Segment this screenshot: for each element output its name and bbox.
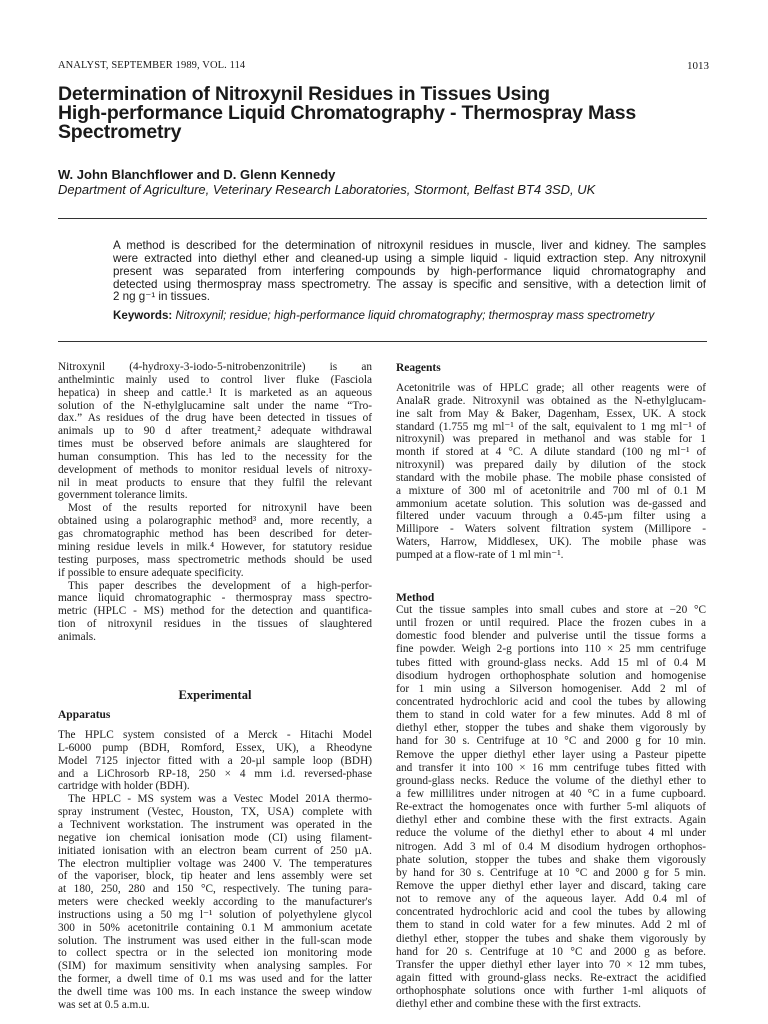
text-line: ground-glass necks. Reduce the volume of the diethyl ether to [396, 774, 706, 787]
left-column [58, 0, 372, 1024]
text-line: concentrated hydrochloric acid and cool the tubes by allowing [396, 906, 706, 919]
text-line: of the vaporiser, block, tip heater and lens assembly were set [58, 870, 372, 883]
text-line: anthelmintic mainly used to control liver fluke (Fasciola [58, 373, 372, 386]
text-line: concentrated hydrochloric acid and cool the tubes by allowing [396, 695, 706, 708]
text-line: the former, a dwell time of 0.1 ms was used and for the latter [58, 973, 372, 986]
text-line: detected using thermospray mass spectrometry. The assay is specific and sensitive, with a detection limit of [113, 277, 706, 291]
text-line: diethyl ether, stopper the tubes and shake them vigorously by [396, 932, 706, 945]
text-line: nitroxynil) was prepared in methanol and was stable for 1 [396, 433, 706, 446]
text-line: Acetonitrile was of HPLC grade; all other reagents were of [396, 382, 706, 394]
text-line: obtained using a polarographic method³ and, more recently, a [58, 515, 372, 528]
subheading-reagents: Reagents [396, 362, 441, 374]
text-line: pumped at a flow-rate of 1 ml min⁻¹. [396, 548, 564, 561]
text-line: solution. The instrument was used either in the full-scan mode [58, 934, 372, 947]
keywords-text: Nitroxynil; residue; high-performance liquid chromatography; thermospray mass spectrometry [172, 309, 655, 322]
text-line: if possible to ensure adequate specificity. [58, 566, 244, 579]
text-line: development of methods to monitor residual levels of nitroxy- [58, 463, 372, 476]
text-line: by hand for 30 s. Centrifuge at 10 °C and 2000 g for 5 min. [396, 866, 706, 879]
text-line: spray instrument (Vestec, Houston, TX, USA) complete with [58, 806, 372, 819]
text-line: a few millilitres under nitrogen at 40 °C in a fume cupboard. [396, 787, 706, 800]
subheading-apparatus: Apparatus [58, 709, 111, 721]
text-line: Waters, Harrow, Middlesex, UK). The mobile phase was [396, 536, 706, 549]
text-line: The HPLC - MS system was a Vestec Model 201A thermo- [68, 793, 372, 806]
title-line: High-performance Liquid Chromatography - Thermospray Mass [58, 102, 637, 124]
text-line: L-6000 pump (BDH, Romford, Essex, UK), a Rheodyne [58, 741, 372, 754]
right-column [396, 0, 706, 1024]
text-line: reduce the volume of the diethyl ether to about 4 ml under [396, 827, 706, 840]
section-heading-experimental: Experimental [178, 688, 252, 702]
intro-paragraph-1 [58, 361, 372, 502]
text-line: tion of nitroxynil residues in the tissues of slaughtered [58, 618, 372, 631]
apparatus-paragraph-2 [58, 793, 372, 1011]
authors: W. John Blanchflower and D. Glenn Kennedy [58, 167, 336, 182]
apparatus-paragraph-1 [58, 729, 372, 793]
text-line: metric (HPLC - MS) method for the detection and quantifica- [58, 605, 372, 618]
text-line: gas chromatographic method has been described for deter- [58, 528, 372, 541]
text-line: Transfer the upper diethyl ether layer into 70 × 12 mm tubes, [396, 958, 706, 971]
text-line: Remove the upper diethyl ether layer using a Pasteur pipette [396, 748, 706, 761]
intro-paragraph-3 [58, 580, 372, 644]
text-line: not to remove any of the aqueous layer. Add 0.4 ml of [396, 893, 706, 906]
text-line: The HPLC system consisted of a Merck - Hitachi Model [58, 729, 372, 741]
running-header: ANALYST, SEPTEMBER 1989, VOL. 114 [58, 60, 246, 71]
text-line: again fitted with ground-glass necks. Re-extract the acidified [396, 971, 706, 984]
text-line: human consumption. This has led to the necessity for the [58, 450, 372, 463]
text-line: nitrogen. Add 3 ml of 0.4 M disodium hydrogen orthophos- [396, 840, 706, 853]
text-line: month if stored at 4 °C. A dilute standard (100 ng ml⁻¹ of [396, 446, 706, 459]
text-line: standard (1.755 mg ml⁻¹ of the salt, equivalent to 1 mg ml⁻¹ of [396, 420, 706, 433]
text-line: dax.” As residues of the drug have been detected in tissues of [58, 412, 372, 425]
affiliation: Department of Agriculture, Veterinary Research Laboratories, Stormont, Belfast BT4 3SD, UK [58, 182, 596, 197]
text-line: Model 7125 injector fitted with a 20-µl sample loop (BDH) [58, 754, 372, 767]
text-line: Re-extract the homogenates once with further 5-ml aliquots of [396, 801, 706, 814]
text-line: Most of the results reported for nitroxynil have been [68, 502, 372, 515]
title-line: Spectrometry [58, 121, 182, 143]
text-line: Cut the tissue samples into small cubes and store at −20 °C [396, 604, 706, 616]
text-line: hand for 30 s. Centrifuge at 10 °C and 2000 g for 10 min. [396, 735, 706, 748]
text-line: them to stand in cold water for a few minutes. Add 8 ml of [396, 709, 706, 722]
page-number: 1013 [687, 60, 709, 72]
text-line: 300 in 50% acetonitrile containing 0.1 M ammonium acetate [58, 921, 372, 934]
text-line: diethyl ether and combine these with the first extracts. Again [396, 814, 706, 827]
text-line: times must be observed before animals are slaughtered for [58, 438, 372, 451]
method-paragraph [396, 604, 706, 1011]
text-line: (SIM) for maximum sensitivity when analysing samples. For [58, 960, 372, 973]
text-line: the dwell time was 100 ms. In each instance the sweep window [58, 985, 372, 998]
text-line: cartridge with holder (BDH). [58, 780, 190, 793]
text-line: negative ion chemical ionisation mode (CI) using filament- [58, 831, 372, 844]
text-line: mance liquid chromatographic - thermospray mass spectro- [58, 592, 372, 605]
text-line: testing purposes, mass spectrometric methods should be used [58, 553, 372, 566]
text-line: ammonium acetate solution. This solution was de-gassed and [396, 497, 706, 510]
text-line: nil in meat products to ensure that they fulfil the relevant [58, 476, 372, 489]
text-line: animals. [58, 630, 96, 643]
text-line: This paper describes the development of a high-perfor- [68, 579, 372, 592]
text-line: hepatica) in sheep and cattle.¹ It is marketed as an aqueous [58, 386, 372, 399]
text-line: meters were checked weekly according to the manufacturer's [58, 896, 372, 909]
text-line: filtered under vacuum through a 0.45-µm filter using a [396, 510, 706, 523]
text-line: AnalaR grade. Nitroxynil was obtained as the N-ethylglucam- [396, 394, 706, 407]
text-line: animals up to 90 d after treatment,² adequate withdrawal [58, 425, 372, 438]
text-line: mining residue levels in milk.⁴ However, for statutory residue [58, 540, 372, 553]
text-line: disodium hydrogen orthophosphate solution and homogenise [396, 669, 706, 682]
reagents-paragraph [396, 382, 706, 562]
text-line: fine powder. Weigh 2-g portions into 110 × 25 mm centrifuge [396, 643, 706, 656]
text-line: ine salt from May & Baker, Dagenham, Essex, UK. A stock [396, 407, 706, 420]
text-line: and a LiChrosorb RP-18, 250 × 4 mm i.d. reversed-phase [58, 767, 372, 780]
keywords-label: Keywords: [113, 309, 173, 322]
text-line: until frozen or until required. Place the frozen cubes in a [396, 617, 706, 630]
text-line: them to stand in cold water for a few minutes. Add 2 ml of [396, 919, 706, 932]
text-line: were extracted into diethyl ether and cleaned-up using a simple liquid - liquid extraction step. Any nitroxynil [113, 251, 706, 265]
text-line: domestic food blender and pulverise until the tissue forms a [396, 630, 706, 643]
text-line: tubes fitted with ground-glass necks. Add 15 ml of 0.4 M [396, 656, 706, 669]
text-line: to collect spectra or in the selected ion monitoring mode [58, 947, 372, 960]
text-line: at 180, 250, 280 and 150 °C, respectively. The tuning para- [58, 883, 372, 896]
text-line: nitroxynil) was prepared daily by dilution of the stock [396, 459, 706, 472]
text-line: 2 ng g⁻¹ in tissues. [113, 290, 210, 304]
text-line: was set at 0.5 a.m.u. [58, 998, 150, 1011]
text-line: solution of the N-ethylglucamine salt under the name “Tro- [58, 399, 372, 412]
text-line: initiated ionisation with an electron beam current of 250 µA. [58, 844, 372, 857]
text-line: for 1 min using a Silverson homogeniser. Add 2 ml of [396, 682, 706, 695]
text-line: The electron multiplier voltage was 2400 V. The temperatures [58, 857, 372, 870]
text-line: Remove the upper diethyl ether layer and discard, taking care [396, 879, 706, 892]
text-line: Nitroxynil (4-hydroxy-3-iodo-5-nitrobenzonitrile) is an [58, 361, 372, 373]
text-line: standard with the mobile phase. The mobile phase consisted of [396, 471, 706, 484]
text-line: present was separated from interfering compounds by high-performance liquid chromatography and [113, 264, 706, 278]
text-line: A method is described for the determination of nitroxynil residues in muscle, liver and kidney. The samples [113, 239, 706, 252]
text-line: a Technivent workstation. The instrument was operated in the [58, 818, 372, 831]
text-line: hand for 20 s. Centrifuge at 10 °C and 2000 g as before. [396, 945, 706, 958]
intro-paragraph-2 [58, 502, 372, 579]
text-line: diethyl ether, stopper the tubes and shake them vigorously by [396, 722, 706, 735]
text-line: Millipore - Waters solvent filtration system (Millipore - [396, 523, 706, 536]
text-line: instructions using a 50 mg l⁻¹ solution of polyethylene glycol [58, 908, 372, 921]
subheading-method: Method [396, 592, 435, 604]
text-line: and transfer it into 100 × 16 mm centrifuge tubes fitted with [396, 761, 706, 774]
title-line: Determination of Nitroxynil Residues in Tissues Using [58, 83, 550, 105]
text-line: a mixture of 300 ml of acetonitrile and 700 ml of 0.1 M [396, 484, 706, 497]
text-line: diethyl ether and combine these with the first extracts. [396, 998, 642, 1011]
text-line: government tolerance limits. [58, 489, 188, 502]
text-line: orthophosphate solutions once with further 1-ml aliquots of [396, 985, 706, 998]
text-line: phate solution, stopper the tubes and shake them vigorously [396, 853, 706, 866]
